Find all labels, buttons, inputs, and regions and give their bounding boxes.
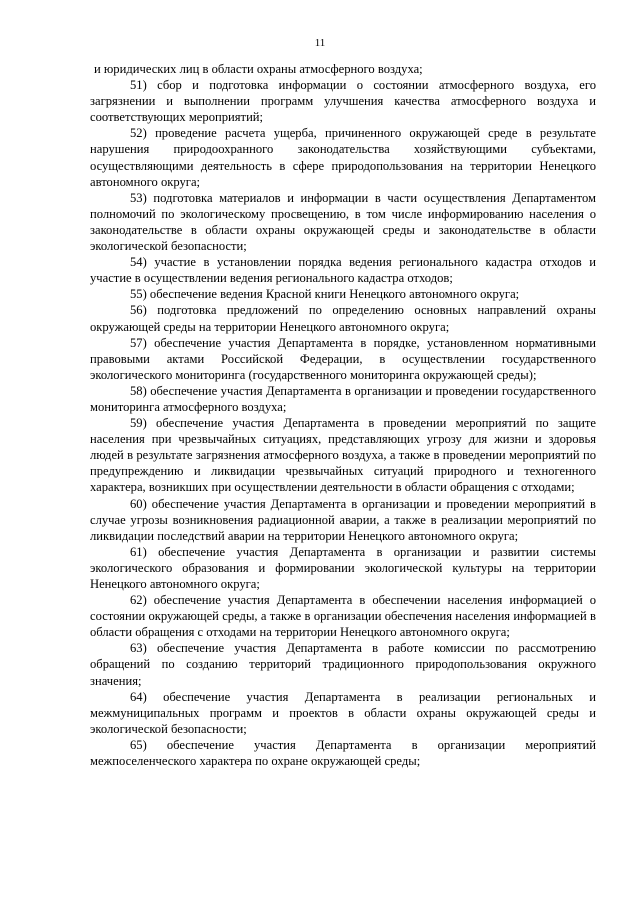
paragraph-58: 58) обеспечение участия Департамента в организации и проведении государственного мониторинга атмосферного воздуха; bbox=[90, 383, 596, 414]
paragraph-52: 52) проведение расчета ущерба, причиненного окружающей среде в результате нарушения природоохранного законодательства хозяйствующими субъектами, осуществляющими деятельность в сфере природопользования на территории Ненецкого автономного округа; bbox=[90, 126, 596, 189]
paragraph-53: 53) подготовка материалов и информации в части осуществления Департаментом полномочий по экологическому просвещению, в том числе информированию населения о законодательстве в области охраны окружающей среды и законодательстве в области экологической безопасности; bbox=[90, 190, 596, 254]
document-body bbox=[90, 61, 596, 769]
paragraph-60: 60) обеспечение участия Департамента в организации и проведении мероприятий в случае угрозы возникновения радиационной аварии, а также в реализации мероприятий по ликвидации последствий аварии на территории Ненецкого автономного округа; bbox=[90, 496, 596, 543]
paragraph-62: 62) обеспечение участия Департамента в обеспечении населения информацией о состоянии окружающей среды, а также в организации обеспечения населения информацией в области обращения с отходами на территории Ненецкого автономного округа; bbox=[90, 593, 596, 640]
paragraph-51: 51) сбор и подготовка информации о состоянии атмосферного воздуха, его загрязнении и выполнении программ улучшения качества атмосферного воздуха и соответствующих мероприятий; bbox=[90, 78, 596, 125]
paragraph-continuation: и юридических лиц в области охраны атмосферного воздуха; bbox=[94, 62, 423, 76]
paragraph-54: 54) участие в установлении порядка ведения регионального кадастра отходов и участие в осуществлении ведения регионального кадастра отходов; bbox=[90, 255, 596, 286]
paragraph-59: 59) обеспечение участия Департамента в проведении мероприятий по защите населения при чрезвычайных ситуациях, представляющих угрозу для жизни и здоровья людей в результате загрязнения атмосферного воздуха, а также в проведении мероприятий по предупреждению и ликвидации чрезвычайных ситуаций природного и техногенного характера, возникших при осуществлении деятельности в области обращения с отходами; bbox=[90, 416, 596, 495]
paragraph-64: 64) обеспечение участия Департамента в реализации региональных и межмуниципальных программ и проектов в области охраны окружающей среды и экологической безопасности; bbox=[90, 689, 596, 736]
paragraph-61: 61) обеспечение участия Департамента в организации и развитии системы экологического образования и формировании экологической культуры на территории Ненецкого автономного округа; bbox=[90, 544, 596, 591]
paragraph-63: 63) обеспечение участия Департамента в работе комиссии по рассмотрению обращений по созданию территорий традиционного природопользования окружного значения; bbox=[90, 641, 596, 688]
paragraph-57: 57) обеспечение участия Департамента в порядке, установленном нормативными правовыми актами Российской Федерации, в осуществлении государственного экологического мониторинга (государственного мониторинга окружающей среды); bbox=[90, 335, 596, 382]
paragraph-55: 55) обеспечение ведения Красной книги Ненецкого автономного округа; bbox=[130, 287, 520, 302]
page-number: 11 bbox=[314, 37, 326, 49]
paragraph-65: 65) обеспечение участия Департамента в организации мероприятий межпоселенческого характера по охране окружающей среды; bbox=[90, 737, 596, 769]
paragraph-56: 56) подготовка предложений по определению основных направлений охраны окружающей среды на территории Ненецкого автономного округа; bbox=[90, 303, 596, 334]
